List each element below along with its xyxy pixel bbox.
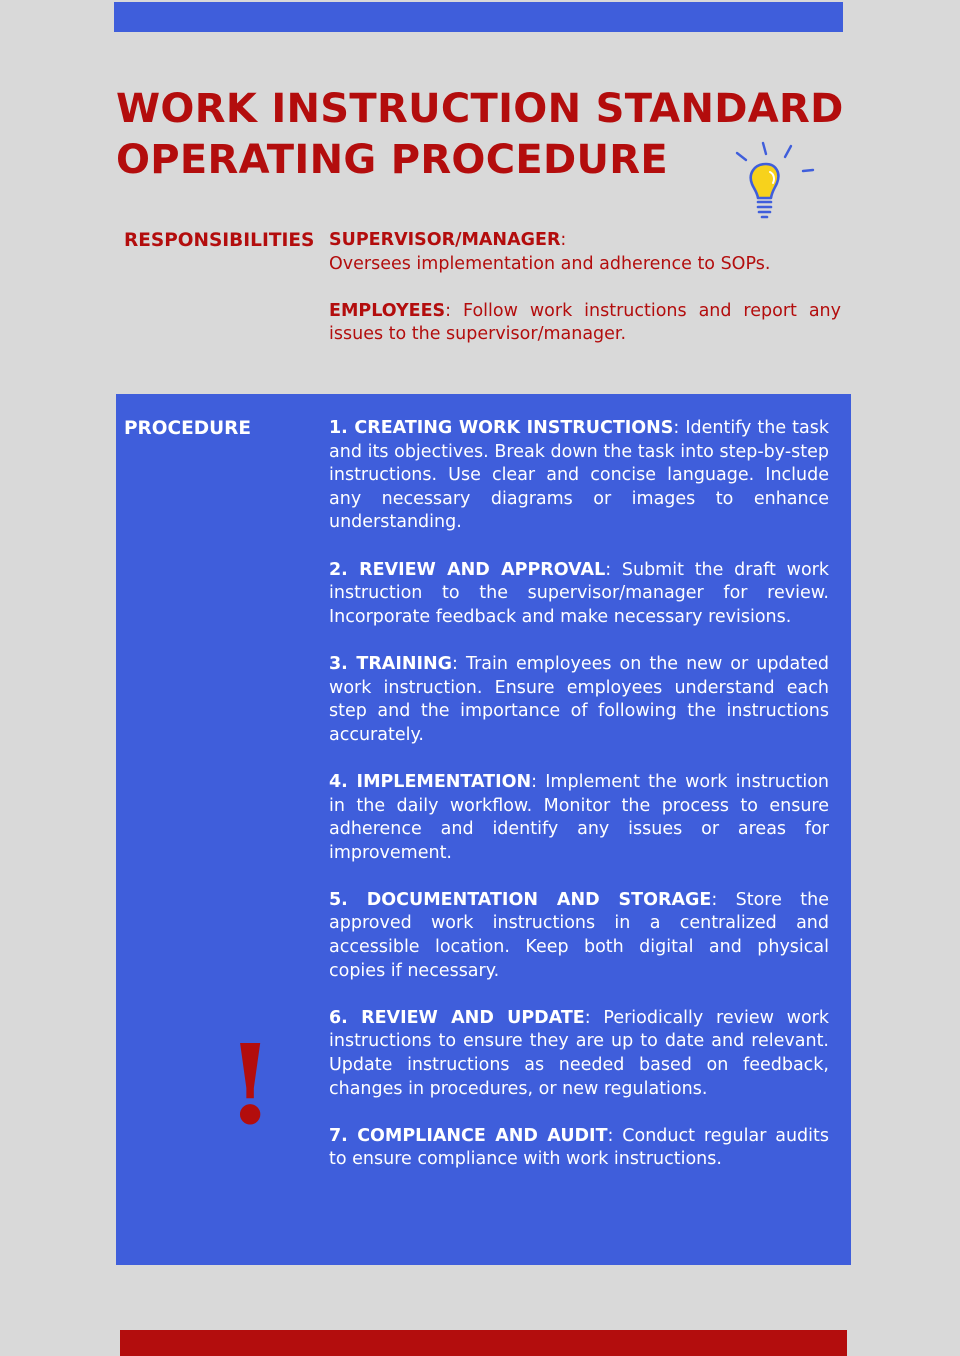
step-title: 2. REVIEW AND APPROVAL [329, 559, 606, 580]
title-line-2: OPERATING PROCEDURE [116, 137, 669, 183]
step-text: : Periodically review work instructions to ensure they are up to date and relevant. Update instructions as needed based on feedback, changes in procedures, or new regulations. [329, 1007, 829, 1099]
procedure-label: PROCEDURE [124, 418, 252, 439]
step-text: : Conduct regular audits to ensure compliance with work instructions. [329, 1125, 830, 1170]
responsibilities-label: RESPONSIBILITIES [124, 230, 315, 251]
step-title: 6. REVIEW AND UPDATE [329, 1007, 585, 1028]
step-title: 7. COMPLIANCE AND AUDIT [329, 1125, 608, 1146]
step-title: 1. CREATING WORK INSTRUCTIONS [329, 418, 674, 438]
step-text: : Implement the work instruction in the daily workflow. Monitor the process to ensure adherence and identify any issues or areas for improvement. [329, 771, 829, 863]
role-separator: : [560, 230, 567, 250]
responsibilities-list [329, 229, 841, 371]
role-separator: : [445, 300, 452, 321]
procedure-step [329, 1007, 829, 1101]
procedure-step [329, 771, 829, 865]
procedure-step [329, 1125, 829, 1172]
procedure-step [329, 417, 829, 535]
procedure-step [329, 559, 829, 630]
procedure-steps [329, 417, 829, 1196]
top-accent-bar [114, 2, 843, 32]
responsibility-text: Oversees implementation and adherence to SOPs. [329, 253, 771, 274]
step-text: : Train employees on the new or updated work instruction. Ensure employees understand each step and the importance of following the instructions accurately. [329, 653, 829, 745]
responsibility-employees [329, 300, 841, 347]
exclamation-icon: ! [226, 1020, 275, 1149]
responsibility-supervisor [329, 229, 841, 276]
responsibility-text: Follow work instructions and report any issues to the supervisor/manager. [329, 300, 841, 345]
title-line-1: WORK INSTRUCTION STANDARD [116, 86, 844, 132]
role-supervisor: SUPERVISOR/MANAGER [329, 230, 561, 250]
lightbulb-icon [734, 140, 818, 224]
bottom-accent-bar [120, 1330, 847, 1356]
procedure-step [329, 889, 829, 983]
step-title: 3. TRAINING [329, 653, 453, 674]
step-text: : Identify the task and its objectives. Break down the task into step-by-step instructions. Use clear and concise language. Include any necessary diagrams or images to enhance understanding. [329, 418, 829, 533]
step-text: : Store the approved work instructions in a centralized and accessible location. Keep both digital and physical copies if necessary. [329, 889, 829, 981]
step-title: 5. DOCUMENTATION AND STORAGE [329, 889, 712, 910]
step-text: : Submit the draft work instruction to the supervisor/manager for review. Incorporate feedback and make necessary revisions. [329, 559, 829, 627]
step-title: 4. IMPLEMENTATION [329, 771, 532, 792]
role-employees: EMPLOYEES [329, 300, 446, 321]
procedure-step [329, 653, 829, 747]
